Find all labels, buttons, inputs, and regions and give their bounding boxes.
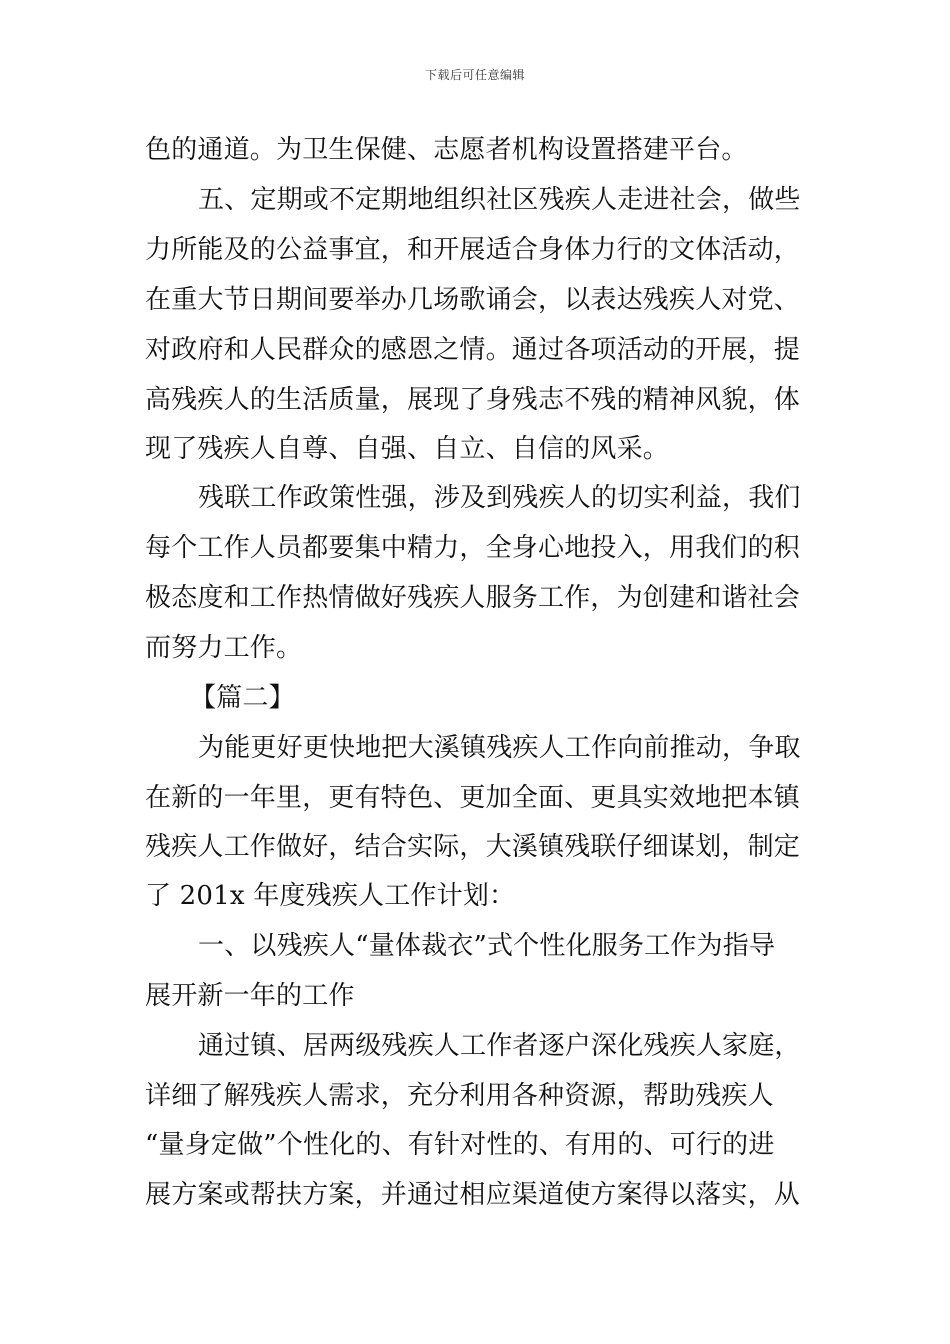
text-line: 极态度和工作热情做好残疾人服务工作，为创建和谐社会: [145, 583, 801, 613]
text-line: 每个工作人员都要集中精力，全身心地投入，用我们的积: [145, 533, 801, 563]
section-heading: 【篇二】: [190, 683, 295, 713]
text-line: 力所能及的公益事宜，和开展适合身体力行的文体活动，: [145, 235, 801, 265]
text-line: 在新的一年里，更有特色、更加全面、更具实效地把本镇: [145, 783, 801, 813]
text-line: 残联工作政策性强，涉及到残疾人的切实利益，我们: [198, 483, 801, 513]
text-line: 在重大节日期间要举办几场歌诵会，以表达残疾人对党、: [145, 285, 801, 315]
text-line: 而努力工作。: [145, 633, 303, 663]
text-line: 色的通道。为卫生保健、志愿者机构设置搭建平台。: [145, 135, 748, 165]
text-line: 展开新一年的工作: [145, 981, 355, 1011]
text-line: 高残疾人的生活质量，展现了身残志不残的精神风貌，体: [145, 385, 801, 415]
text-line: 一、以残疾人“量体裁衣”式个性化服务工作为指导: [198, 931, 776, 961]
text-line: 对政府和人民群众的感恩之情。通过各项活动的开展，提: [145, 335, 801, 365]
text-line: “量身定做”个性化的、有针对性的、有用的、可行的进: [145, 1130, 775, 1160]
text-line: 通过镇、居两级残疾人工作者逐户深化残疾人家庭，: [198, 1031, 801, 1061]
text-line: 详细了解残疾人需求，充分利用各种资源，帮助残疾人: [145, 1081, 774, 1111]
text-line: 了 201x 年度残疾人工作计划：: [145, 881, 516, 911]
text-line: 残疾人工作做好，结合实际，大溪镇残联仔细谋划，制定: [145, 832, 801, 862]
text-line: 现了残疾人自尊、自强、自立、自信的风采。: [145, 434, 670, 464]
header-note: 下载后可任意编辑: [424, 68, 525, 82]
text-line: 展方案或帮扶方案，并通过相应渠道使方案得以落实，从: [145, 1180, 801, 1210]
text-line: 为能更好更快地把大溪镇残疾人工作向前推动，争取: [198, 733, 801, 763]
text-line: 五、定期或不定期地组织社区残疾人走进社会，做些: [198, 185, 801, 215]
